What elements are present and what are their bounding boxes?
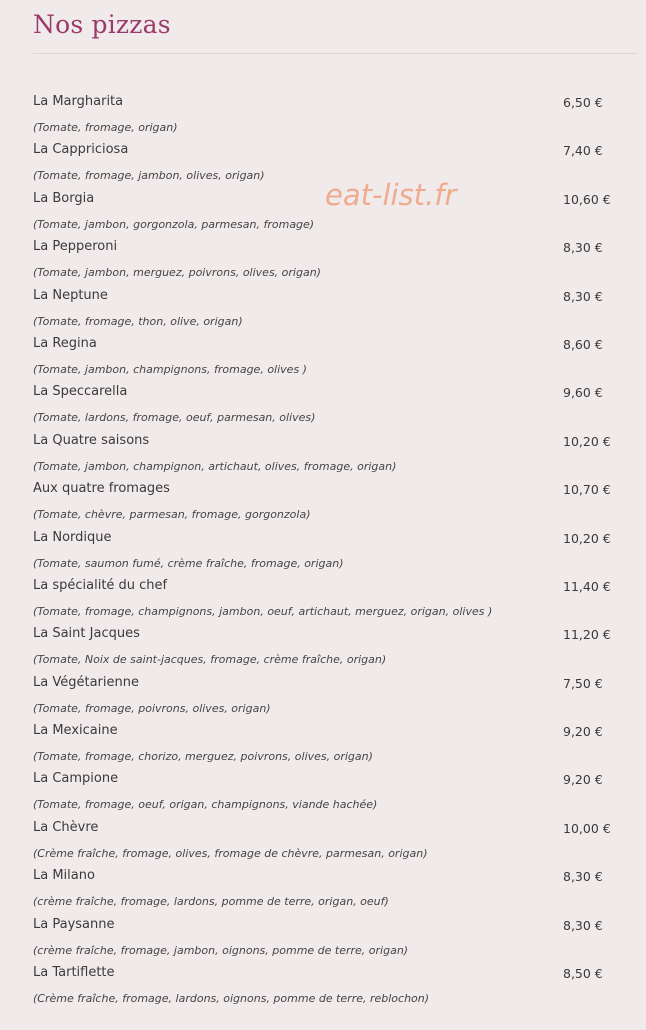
pizza-name: Aux quatre fromages <box>33 481 170 497</box>
pizza-price: 10,70 € <box>563 482 611 498</box>
menu-item <box>33 623 623 671</box>
menu-item <box>33 817 623 865</box>
pizza-name: La spécialité du chef <box>33 577 168 593</box>
pizza-price: 10,20 € <box>563 433 611 449</box>
pizza-ingredients: (Tomate, fromage, champignons, jambon, oeuf, artichaut, merguez, origan, olives ) <box>33 604 493 618</box>
pizza-name: La Speccarella <box>33 384 128 400</box>
pizza-ingredients: (Tomate, fromage, thon, olive, origan) <box>33 314 243 328</box>
pizza-name: La Nordique <box>33 529 112 545</box>
pizza-ingredients: (Tomate, jambon, champignons, fromage, olives ) <box>33 362 307 376</box>
menu-item <box>33 381 623 429</box>
menu-item <box>33 188 623 236</box>
pizza-name: La Campione <box>33 771 119 787</box>
pizza-price: 8,30 € <box>563 917 603 933</box>
pizza-price: 8,30 € <box>563 869 603 885</box>
menu-item <box>33 236 623 284</box>
pizza-name: La Neptune <box>33 287 108 303</box>
menu-item <box>33 430 623 478</box>
pizza-ingredients: (Crème fraîche, fromage, lardons, oignons, pomme de terre, reblochon) <box>33 992 430 1006</box>
pizza-price: 6,50 € <box>563 95 603 110</box>
pizza-name: La Tartiflette <box>33 965 115 981</box>
menu-item <box>33 478 623 526</box>
menu-item <box>33 672 623 720</box>
pizza-ingredients: (Tomate, chèvre, parmesan, fromage, gorgonzola) <box>33 508 311 522</box>
pizza-price: 10,00 € <box>563 820 611 836</box>
pizza-price: 8,50 € <box>563 966 603 982</box>
pizza-ingredients: (Tomate, lardons, fromage, oeuf, parmesan, olives) <box>33 411 316 425</box>
pizza-ingredients: (Tomate, jambon, merguez, poivrons, olives, origan) <box>33 266 321 280</box>
menu-item <box>33 865 623 913</box>
pizza-name: La Margharita <box>33 94 124 109</box>
pizza-price: 11,40 € <box>563 578 611 594</box>
pizza-menu-list <box>33 91 623 1010</box>
menu-item <box>33 768 623 816</box>
menu-item <box>33 914 623 962</box>
pizza-name: La Regina <box>33 335 97 351</box>
pizza-name: La Mexicaine <box>33 723 118 739</box>
menu-item <box>33 575 623 623</box>
pizza-price: 7,40 € <box>563 143 603 159</box>
pizza-price: 8,60 € <box>563 336 603 352</box>
menu-item <box>33 333 623 381</box>
pizza-price: 10,20 € <box>563 530 611 546</box>
pizza-name: La Cappriciosa <box>33 142 129 158</box>
pizza-name: La Pepperoni <box>33 239 118 255</box>
pizza-ingredients: (Tomate, saumon fumé, crème fraîche, fromage, origan) <box>33 556 344 570</box>
pizza-ingredients: (crème fraîche, fromage, jambon, oignons, pomme de terre, origan) <box>33 943 409 957</box>
pizza-name: La Milano <box>33 868 95 884</box>
menu-item <box>33 91 623 139</box>
pizza-price: 8,30 € <box>563 240 603 256</box>
pizza-ingredients: (Tomate, fromage, poivrons, olives, origan) <box>33 701 271 715</box>
pizza-ingredients: (Tomate, fromage, origan) <box>33 121 178 134</box>
pizza-ingredients: (crème fraîche, fromage, lardons, pomme de terre, origan, oeuf) <box>33 895 389 909</box>
pizza-price: 7,50 € <box>563 675 603 691</box>
menu-item <box>33 962 623 1010</box>
pizza-ingredients: (Tomate, fromage, jambon, olives, origan) <box>33 169 265 183</box>
menu-item <box>33 527 623 575</box>
page-title: Nos pizzas <box>33 10 171 39</box>
menu-item <box>33 720 623 768</box>
pizza-price: 9,20 € <box>563 772 603 788</box>
pizza-ingredients: (Tomate, jambon, gorgonzola, parmesan, fromage) <box>33 217 315 231</box>
pizza-ingredients: (Tomate, fromage, chorizo, merguez, poivrons, olives, origan) <box>33 750 373 764</box>
pizza-name: La Borgia <box>33 190 95 206</box>
pizza-name: La Végétarienne <box>33 674 139 690</box>
pizza-name: La Paysanne <box>33 916 115 932</box>
pizza-price: 11,20 € <box>563 627 611 643</box>
pizza-price: 9,20 € <box>563 724 603 740</box>
pizza-name: La Quatre saisons <box>33 432 150 448</box>
pizza-price: 8,30 € <box>563 288 603 304</box>
pizza-price: 10,60 € <box>563 191 611 207</box>
menu-item <box>33 139 623 187</box>
title-divider <box>33 53 637 54</box>
pizza-ingredients: (Tomate, jambon, champignon, artichaut, olives, fromage, origan) <box>33 459 397 473</box>
watermark: eat-list.fr <box>325 178 457 212</box>
pizza-ingredients: (Crème fraîche, fromage, olives, fromage de chèvre, parmesan, origan) <box>33 846 428 860</box>
pizza-ingredients: (Tomate, Noix de saint-jacques, fromage, crème fraîche, origan) <box>33 653 387 667</box>
menu-item <box>33 285 623 333</box>
pizza-name: La Saint Jacques <box>33 626 140 642</box>
pizza-ingredients: (Tomate, fromage, oeuf, origan, champignons, viande hachée) <box>33 798 378 812</box>
pizza-name: La Chèvre <box>33 819 99 835</box>
pizza-price: 9,60 € <box>563 385 603 401</box>
